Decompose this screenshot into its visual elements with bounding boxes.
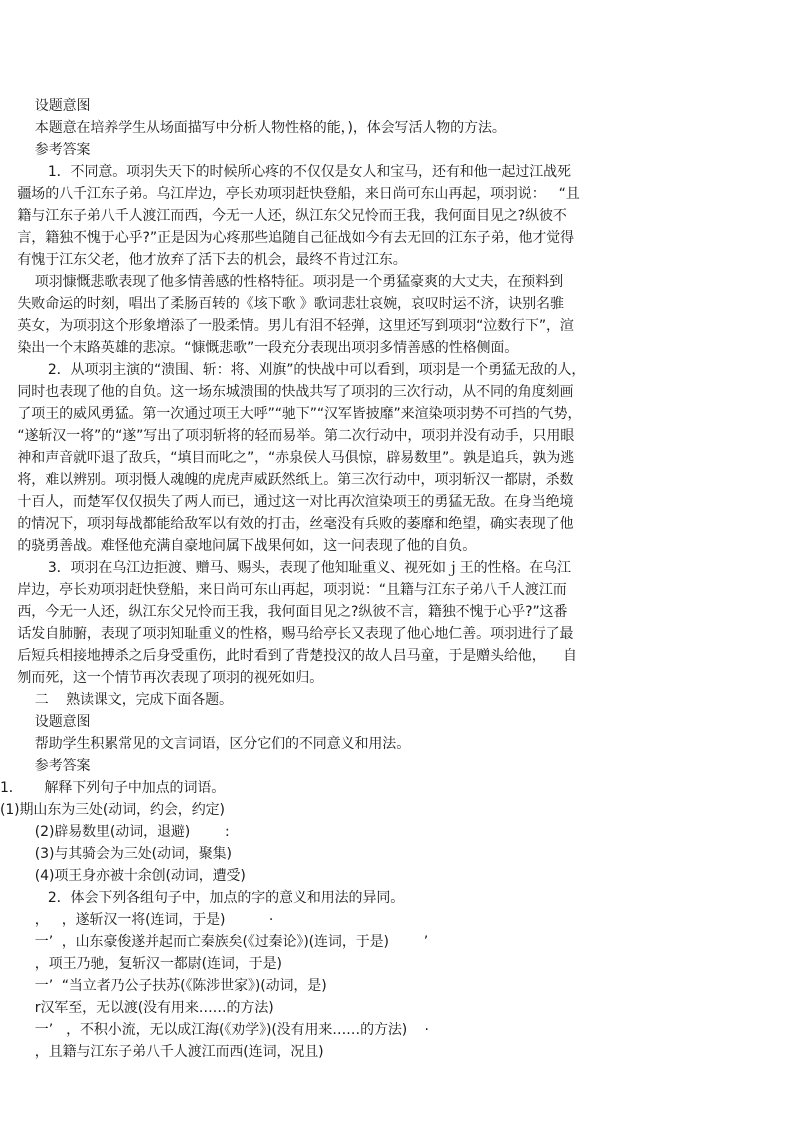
text-line: 英女，为项羽这个形象增添了一股柔情。男儿有泪不轻弹，这里还写到项羽“泣数行下”，渲 bbox=[0, 318, 574, 334]
text-line: ，且籍与江东子弟八千人渡江而西(连词，况且) bbox=[0, 1044, 324, 1060]
text-line: 参考答案 bbox=[0, 142, 91, 158]
text-line: 一’ “当立者乃公子扶苏(《陈涉世家》)(动词，是) bbox=[0, 978, 327, 994]
text-line: 一’ ，山东豪俊遂并起而亡秦族矣(《过秦论》)(连词，于是) ’ bbox=[0, 934, 429, 950]
text-line: 同时也表现了他的自负。这一场东城溃围的快战共写了项羽的三次行动，从不同的角度刻画 bbox=[0, 384, 574, 400]
text-line: 二 熟读课文，完成下面各题。 bbox=[0, 692, 233, 708]
text-line: ， ，遂斩汉一将(连词，于是) · bbox=[0, 912, 274, 928]
text-line: 了项王的威风勇猛。第一次通过项王大呼”“驰下”“汉军皆披靡”来渲染项羽势不可挡的气势， bbox=[0, 406, 582, 422]
text-line: 有愧于江东父老，他才放弃了活下去的机会，最终不肯过江东。 bbox=[0, 252, 407, 268]
text-line: 3．项羽在乌江边拒渡、赠马、赐头，表现了他知耻重义、视死如ｊ王的性格。在乌江 bbox=[0, 560, 571, 576]
text-line: 籍与江东子弟八千人渡江而西，今无一人还，纵江东父兄怜而王我，我何面目见之?纵彼不 bbox=[0, 208, 567, 224]
text-line: (2)辟易数里(动词，退避) : bbox=[0, 824, 230, 840]
text-line: 的情况下，项羽每战都能给敌军以有效的打击，丝毫没有兵败的萎靡和绝望，确实表现了他 bbox=[0, 516, 574, 532]
text-line: 话发自肺腑，表现了项羽知耻重义的性格，赐马给亭长又表现了他心地仁善。项羽进行了最 bbox=[0, 626, 574, 642]
text-line: 1．不同意。项羽失天下的时候所心疼的不仅仅是女人和宝马，还有和他一起过江战死 bbox=[0, 164, 571, 180]
text-line: 神和声音就吓退了敌兵，“填目而叱之”，“赤泉侯人马俱惊，辟易数里”。孰是追兵，孰为逃 bbox=[0, 450, 575, 466]
text-line: “遂斩汉一将”的“遂”写出了项羽斩将的轻而易举。第二次行动中，项羽并没有动手，只用眼 bbox=[0, 428, 575, 444]
text-line: 刎而死，这一个情节再次表现了项羽的视死如归。 bbox=[0, 670, 324, 686]
text-line: 十百人，而楚军仅仅损失了两人而已，通过这一对比再次渲染项王的勇猛无敌。在身当绝境 bbox=[0, 494, 574, 510]
text-line: 一’ ，不积小流，无以成江海(《劝学》)(没有用来……的方法) · bbox=[0, 1022, 429, 1038]
text-line: 设题意图 bbox=[0, 714, 91, 730]
text-line: 参考答案 bbox=[0, 758, 91, 774]
text-line: 染出一个末路英雄的悲凉。“慷慨悲歌”一段充分表现出项羽多情善感的性格侧面。 bbox=[0, 340, 519, 356]
text-line: 2．体会下列各组句子中，加点的字的意义和用法的异同。 bbox=[0, 890, 405, 906]
text-line: (4)项王身亦被十余创(动词，遭受) bbox=[0, 868, 246, 884]
text-line: 岸边，亭长劝项羽赶快登船，来日尚可东山再起，项羽说：“且籍与江东子弟八千人渡江而 bbox=[0, 582, 567, 598]
text-line: 项羽慷慨悲歌表现了他多情善感的性格特征。项羽是一个勇猛豪爽的大丈夫，在预料到 bbox=[0, 274, 563, 290]
text-line: 本题意在培养学生从场面描写中分析人物性格的能，)，体会写活人物的方法。 bbox=[0, 120, 506, 136]
text-line: (1)期山东为三处(动词，约会，约定) bbox=[0, 802, 225, 818]
text-line: 1． 解释下列句子中加点的词语。 bbox=[0, 780, 226, 796]
text-line: 将，难以辨别。项羽慑人魂魄的虎虎声威跃然纸上。第三次行动中，项羽斩汉一都尉，杀数 bbox=[0, 472, 574, 488]
text-line: 帮助学生积累常见的文言词语，区分它们的不同意义和用法。 bbox=[0, 736, 411, 752]
text-line: 设题意图 bbox=[0, 98, 91, 114]
text-line: 疆场的八千江东子弟。乌江岸边，亭长劝项羽赶快登船，来日尚可东山再起，项羽说： “且 bbox=[0, 186, 580, 202]
text-line: 西，今无一人还，纵江东父兄怜而王我，我何面目见之?纵彼不言，籍独不愧于心乎?”这番 bbox=[0, 604, 568, 620]
text-line: r汉军至，无以渡(没有用来……的方法) bbox=[0, 1000, 274, 1016]
text-line: 言，籍独不愧于心乎?”正是因为心疼那些追随自己征战如今有去无回的江东子弟，他才觉得 bbox=[0, 230, 574, 246]
text-line: 后短兵相接地搏杀之后身受重伤，此时看到了背楚投汉的故人吕马童，于是赠头给他， 自 bbox=[0, 648, 577, 664]
text-line: 2．从项羽主演的“溃围、斩：将、刈旗”的快战中可以看到，项羽是一个勇猛无敌的人， bbox=[0, 362, 586, 378]
text-line: 的骁勇善战。难怪他充满自豪地问属下战果何如，这一问表现了他的自负。 bbox=[0, 538, 477, 554]
text-line: (3)与其骑会为三处(动词，聚集) bbox=[0, 846, 232, 862]
text-line: ，项王乃驰，复斩汉一都尉(连词，于是) bbox=[0, 956, 282, 972]
text-line: 失败命运的时刻，唱出了柔肠百转的《垓下歌 》歌词悲壮哀婉，哀叹时运不济，诀别名骓 bbox=[0, 296, 564, 312]
